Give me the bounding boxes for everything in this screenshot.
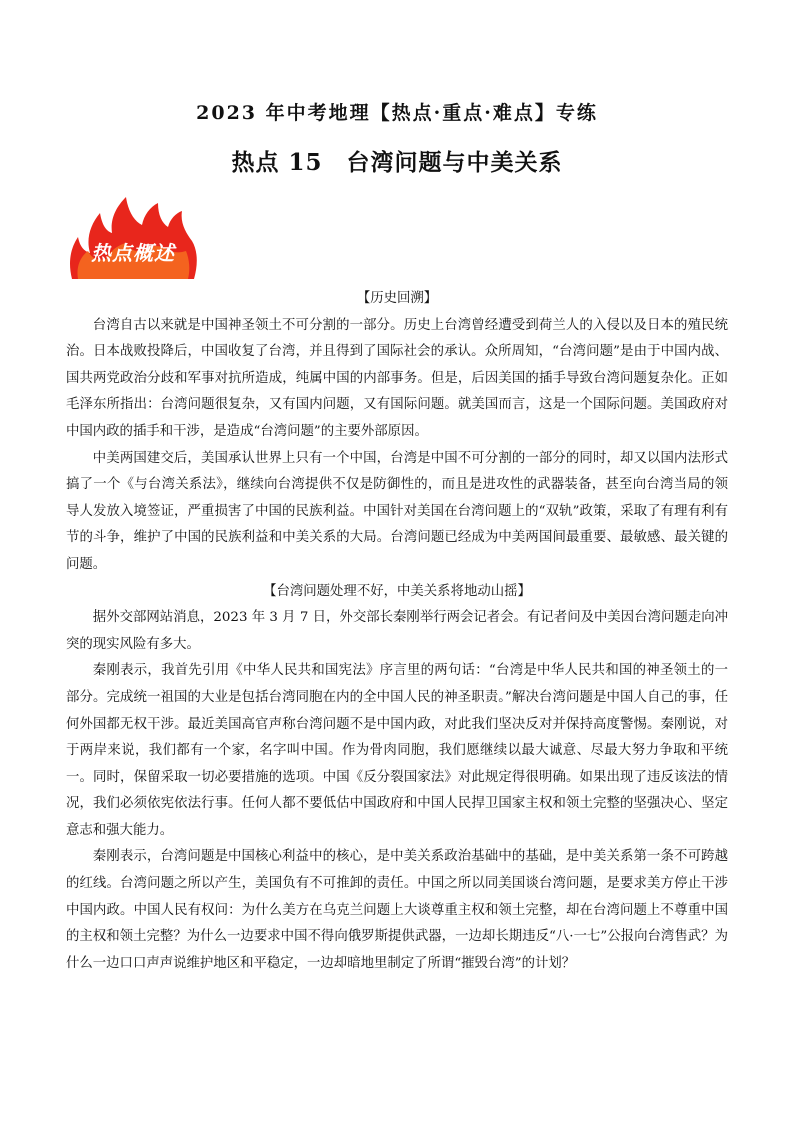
document-title: 2023 年中考地理【热点·重点·难点】专练 — [196, 102, 598, 124]
paragraph: 台湾自古以来就是中国神圣领土不可分割的一部分。历史上台湾曾经遭受到荷兰人的入侵以及日本的殖民统治。日本战败投降后，中国收复了台湾，并且得到了国际社会的承认。众所周知，“台湾问题”是由于中国内战、国共两党政治分歧和军事对抗所造成，纯属中国的内部事务。但是，后因美国的插手导致台湾问题复杂化。正如毛泽东所指出：台湾问题很复杂，又有国内问题，又有国际问题。就美国而言，这是一个国际问题。美国政府对中国内政的插手和干涉，是造成“台湾问题”的主要外部原因。 — [66, 317, 728, 439]
document-body — [66, 286, 728, 977]
paragraph: 中美两国建交后，美国承认世界上只有一个中国，台湾是中国不可分割的一部分的同时，却又以国内法形式搞了一个《与台湾关系法》，继续向台湾提供不仅是防御性的，而且是进攻性的武器装备，甚至向台湾当局的领导人发放入境签证，严重损害了中国的民族利益。中国针对美国在台湾问题上的“双轨”政策，采取了有理有利有节的斗争，维护了中国的民族利益和中美关系的大局。台湾问题已经成为中美两国间最重要、最敏感、最关键的问题。 — [66, 450, 728, 572]
paragraph: 秦刚表示，我首先引用《中华人民共和国宪法》序言里的两句话：“台湾是中华人民共和国的神圣领土的一部分。完成统一祖国的大业是包括台湾同胞在内的全中国人民的神圣职责。”解决台湾问题是中国人自己的事，任何外国都无权干涉。最近美国高官声称台湾问题不是中国内政，对此我们坚决反对并保持高度警惕。秦刚说，对于两岸来说，我们都有一个家，名字叫中国。作为骨肉同胞，我们愿继续以最大诚意、尽最大努力争取和平统一。同时，保留采取一切必要措施的选项。中国《反分裂国家法》对此规定得很明确。如果出现了违反该法的情况，我们必须依宪依法行事。任何人都不要低估中国政府和中国人民捍卫国家主权和领土完整的坚强决心、坚定意志和强大能力。 — [66, 663, 728, 838]
document-subtitle: 热点 15 台湾问题与中美关系 — [231, 149, 563, 176]
paragraph: 秦刚表示，台湾问题是中国核心利益中的核心，是中美关系政治基础中的基础，是中美关系第一条不可跨越的红线。台湾问题之所以产生，美国负有不可推卸的责任。中国之所以同美国谈台湾问题，是要求美方停止干涉中国内政。中国人民有权问：为什么美方在乌克兰问题上大谈尊重主权和领土完整，却在台湾问题上不尊重中国的主权和领土完整？为什么一边要求中国不得向俄罗斯提供武器，一边却长期违反“八·一七”公报向台湾售武？为什么一边口口声声说维护地区和平稳定，一边却暗地里制定了所谓“摧毁台湾”的计划？ — [66, 849, 728, 971]
badge-label: 热点概述 — [91, 241, 175, 265]
section-heading-relations: 【台湾问题处理不好，中美关系将地动山摇】 — [263, 583, 531, 599]
section-heading-history: 【历史回溯】 — [356, 291, 438, 306]
paragraph: 据外交部网站消息，2023 年 3 月 7 日，外交部长秦刚举行两会记者会。有记者问及中美因台湾问题走向冲突的现实风险有多大。 — [66, 610, 728, 652]
hot-topic-badge — [66, 193, 200, 283]
